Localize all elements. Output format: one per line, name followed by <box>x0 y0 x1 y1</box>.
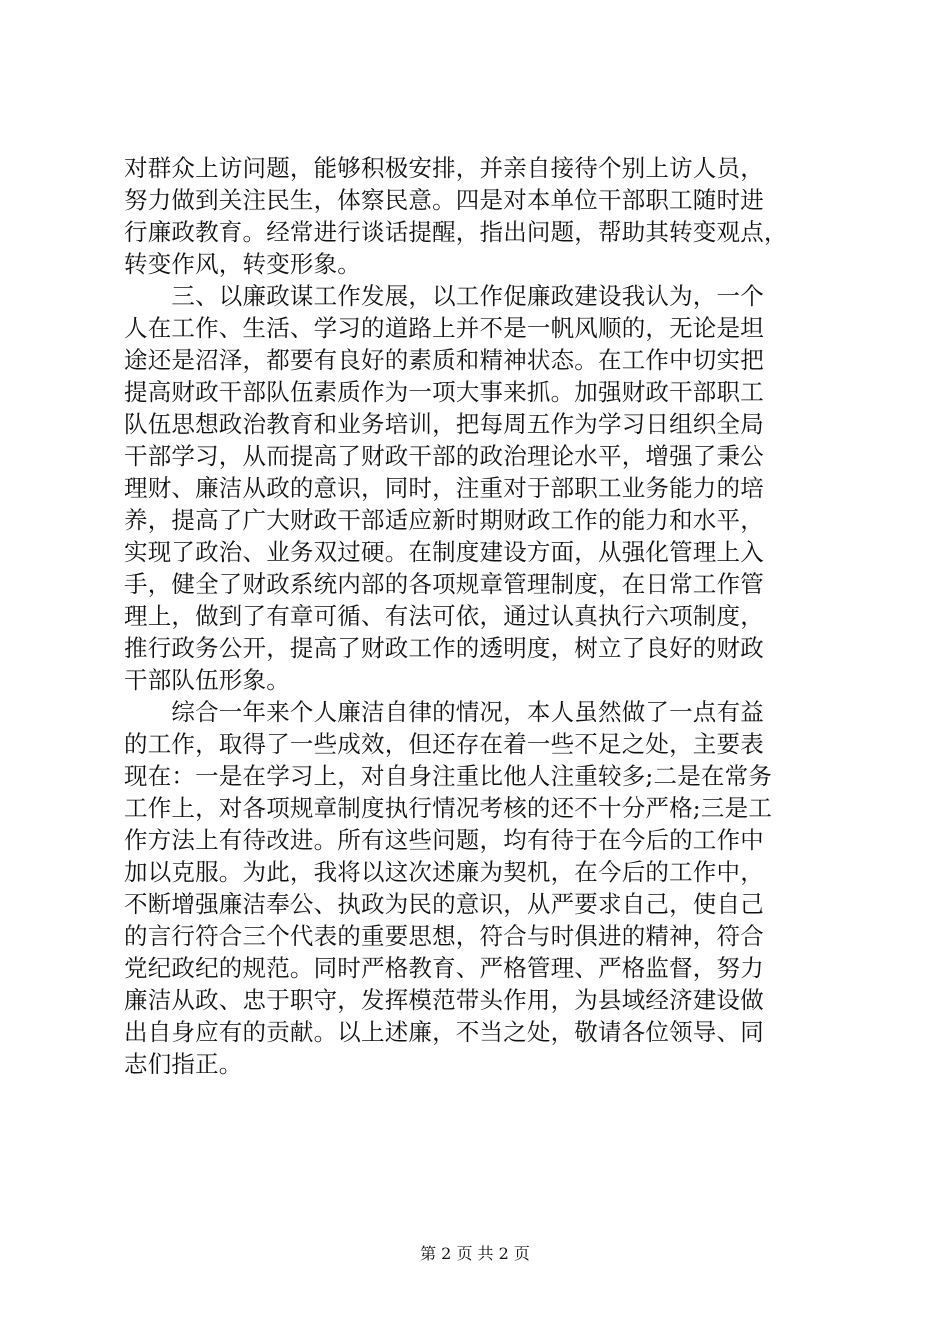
text-line: 干部队伍形象。 <box>124 666 290 694</box>
paragraph-start-line: 综合一年来个人廉洁自律的情况，本人虽然做了一点有益 <box>124 698 764 726</box>
text-line: 努力做到关注民生，体察民意。四是对本单位干部职工随时进 <box>124 186 764 214</box>
text-line: 理上，做到了有章可循、有法可依，通过认真执行六项制度， <box>124 602 764 630</box>
document-body <box>124 152 836 1080</box>
page-number-footer: 第 2 页 共 2 页 <box>420 1244 530 1263</box>
paragraph-start-line: 三、以廉政谋工作发展，以工作促廉政建设我认为，一个 <box>124 282 764 310</box>
text-line: 推行政务公开，提高了财政工作的透明度，树立了良好的财政 <box>124 634 764 662</box>
text-line: 志们指正。 <box>124 1050 243 1078</box>
text-line: 人在工作、生活、学习的道路上并不是一帆风顺的，无论是坦 <box>124 314 764 342</box>
text-line: 工作上，对各项规章制度执行情况考核的还不十分严格;三是工 <box>124 794 773 822</box>
text-line: 干部学习，从而提高了财政干部的政治理论水平，增强了秉公 <box>124 442 764 470</box>
text-line: 队伍思想政治教育和业务培训，把每周五作为学习日组织全局 <box>124 410 764 438</box>
text-line: 途还是沼泽，都要有良好的素质和精神状态。在工作中切实把 <box>124 346 764 374</box>
text-line: 理财、廉洁从政的意识，同时，注重对于部职工业务能力的培 <box>124 474 764 502</box>
text-line: 行廉政教育。经常进行谈话提醒，指出问题，帮助其转变观点， <box>124 218 788 246</box>
text-line: 实现了政治、业务双过硬。在制度建设方面，从强化管理上入 <box>124 538 764 566</box>
text-line: 作方法上有待改进。所有这些问题，均有待于在今后的工作中 <box>124 826 764 854</box>
text-line: 转变作风，转变形象。 <box>124 250 361 278</box>
text-line: 不断增强廉洁奉公、执政为民的意识，从严要求自己，使自己 <box>124 890 764 918</box>
text-line: 廉洁从政、忠于职守，发挥模范带头作用，为县域经济建设做 <box>124 986 764 1014</box>
text-line: 现在：一是在学习上，对自身注重比他人注重较多;二是在常务 <box>124 762 773 790</box>
text-line: 的工作，取得了一些成效，但还存在着一些不足之处，主要表 <box>124 730 764 758</box>
text-line: 的言行符合三个代表的重要思想，符合与时俱进的精神，符合 <box>124 922 764 950</box>
text-line: 出自身应有的贡献。以上述廉，不当之处，敬请各位领导、同 <box>124 1018 764 1046</box>
text-line: 提高财政干部队伍素质作为一项大事来抓。加强财政干部职工 <box>124 378 764 406</box>
text-line: 加以克服。为此，我将以这次述廉为契机，在今后的工作中， <box>124 858 764 886</box>
text-line: 对群众上访问题，能够积极安排，并亲自接待个别上访人员， <box>124 154 764 182</box>
text-line: 养，提高了广大财政干部适应新时期财政工作的能力和水平， <box>124 506 764 534</box>
text-line: 党纪政纪的规范。同时严格教育、严格管理、严格监督，努力 <box>124 954 764 982</box>
text-line: 手，健全了财政系统内部的各项规章管理制度，在日常工作管 <box>124 570 764 598</box>
